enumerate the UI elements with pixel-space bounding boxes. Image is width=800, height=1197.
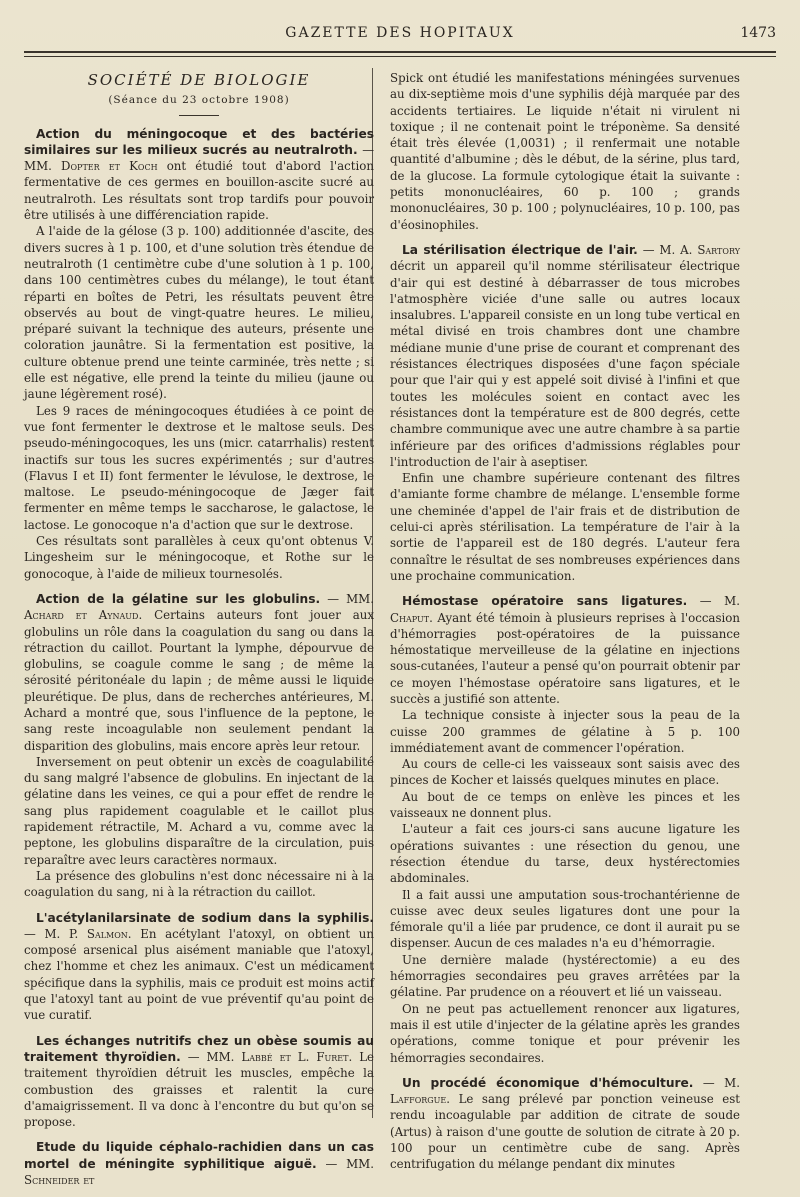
header-rule-bottom: [24, 56, 776, 57]
page-header: [24, 22, 776, 48]
article-paragraph: Le sang prélevé par ponction veineuse est rendu incoagulable par addition de citrate de soude (Artus) à raison d'une goutte de solution de citrate à 20 p. 100 pour un centimètre cube de sang. Après centrifugation du mélange pendant dix minutes: [390, 1092, 741, 1172]
article-title: La stérilisation électrique de l'air.: [402, 242, 638, 257]
article-title: Un procédé économique d'hémoculture.: [402, 1075, 694, 1090]
article-authors: — M. Lafforgue.: [390, 1075, 740, 1107]
article-paragraph: Au bout de ce temps on enlève les pinces et les vaisseaux ne donnent plus.: [390, 789, 740, 821]
left-column: [24, 70, 374, 1197]
article-paragraph: La présence des globulins n'est donc nécessaire ni à la coagulation du sang, ni à la rétraction du caillot.: [24, 868, 374, 900]
article-title: Les échanges nutritifs chez un obèse soumis au traitement thyroïdien.: [24, 1033, 374, 1064]
article-paragraph: Certains auteurs font jouer aux globulins un rôle dans la coagulation du sang ou dans la rétraction du caillot. Pourtant la lymphe, dépourvue de globulins, se coagule comme le sang ; de même la sérosité péritonéale du lapin ; de même aussi le liquide pleurétique. De plus, dans de recherches antérieures, M. Achard a montré que, sous l'influence de la peptone, le sang reste incoagulable non seulement pendant la disparition des globulins, mais encore après leur retour.: [24, 608, 375, 753]
page-number: 1473: [740, 25, 776, 41]
article-authors: — MM. Labbé et L. Furet.: [187, 1049, 353, 1064]
article: [24, 591, 374, 901]
article-paragraph: décrit un appareil qu'il nomme stérilisateur électrique d'air qui est destiné à débarrasser de tous microbes l'atmosphère viciée d'une salle ou autres locaux insalubres. L'appareil consiste en un long tube vertical en métal divisé en trois chambres dont une chambre médiane munie d'une prise de courant et comprenant des résistances électriques disposées d'une façon spéciale pour que l'air qui y est appelé soit divisé à l'infini et que toutes les molécules soient en contact avec les résistances dont la température est de 800 degrés, cette chambre communique avec une autre chambre à sa partie inférieure par des orifices d'admissions réglables pour l'introduction de l'air à aseptiser.: [390, 259, 740, 469]
right-column: [390, 70, 740, 1182]
article: [390, 1075, 740, 1173]
article-heading: [24, 910, 374, 1024]
article-paragraph: Le traitement thyroïdien détruit les muscles, empêche la combustion des graisses et ralentit la cure d'amaigrissement. Il va donc à l'encontre du but qu'on se propose.: [24, 1049, 375, 1130]
article-title: Etude du liquide céphalo-rachidien dans un cas mortel de méningite syphilitique aiguë.: [24, 1140, 374, 1171]
article-heading: [24, 1033, 374, 1131]
article-heading: [390, 242, 740, 470]
article-heading: [24, 1139, 374, 1188]
article-title: Hémostase opératoire sans ligatures.: [402, 594, 688, 609]
section-subtitle: (Séance du 23 octobre 1908): [108, 94, 290, 107]
article-heading: [24, 126, 374, 224]
article-heading: [390, 593, 740, 707]
article-paragraph: Les 9 races de méningocoques étudiées à ce point de vue font fermenter le dextrose et le maltose seuls. Des pseudo-méningocoques, les uns (micr. catarrhalis) restent inactifs sur tous les sucres expérimentés ; sur d'autres (Flavus I et II) font fermenter le lévulose, le dextrose, le maltose. Le pseudo-méningocoque de Jæger fait fermenter en même temps le saccharose, le galactose, le lactose. Le gonocoque n'a d'action que sur le dextrose.: [24, 403, 374, 532]
article: [390, 70, 740, 233]
article: [24, 126, 374, 582]
section-title: SOCIÉTÉ DE BIOLOGIE: [87, 71, 311, 89]
article-paragraph: La technique consiste à injecter sous la peau de la cuisse 200 grammes de gélatine à 5 p. 100 immédiatement avant de commencer l'opération.: [390, 708, 740, 755]
article-paragraph: Inversement on peut obtenir un excès de coagulabilité du sang malgré l'absence de globulins. En injectant de la gélatine dans les veines, ce qui a pour effet de rendre le sang plus rapidement coagulable et le caillot plus rapidement rétractile, M. Achard a vu, comme avec la peptone, les globulins disparaître de la circulation, puis reparaître avec leurs caractères normaux.: [24, 754, 374, 867]
article: [24, 910, 374, 1024]
article-authors: — M. Chaput.: [390, 594, 740, 625]
article-heading: [390, 1075, 740, 1173]
article-title: Action de la gélatine sur les globulins.: [36, 591, 321, 606]
article-authors: — M. P. Salmon.: [24, 926, 132, 941]
article-paragraph: L'auteur a fait ces jours-ci sans aucune ligature les opérations suivantes : une résection du genou, une résection étendue du tarse, deux hystérectomies abdominales.: [390, 822, 740, 886]
article-paragraph: En acétylant l'atoxyl, on obtient un composé arsenical plus aisément maniable que l'atoxyl, chez l'homme et chez les animaux. C'est un médicament spécifique dans la syphilis, mais ce produit est moins actif que l'atoxyl tant au point de vue préventif qu'au point de vue curatif.: [24, 926, 374, 1023]
article-authors: — MM. Dopter et Koch: [24, 142, 375, 174]
article: [390, 593, 740, 1066]
article-paragraph: Ces résultats sont parallèles à ceux qu'ont obtenus V. Lingesheim sur le méningocoque, et Rothe sur le gonocoque, à l'aide de milieux tournesolés.: [24, 534, 374, 581]
section-rule: [179, 115, 219, 116]
article: [24, 1033, 374, 1131]
article-paragraph: Spick ont étudié les manifestations méningées survenues au dix-septième mois d'une syphilis déjà marquée par des accidents tertiaires. Le liquide n'était ni virulent ni toxique ; il ne contenait point le tréponème. Sa densité était très élevée (1,0031) ; il renfermait une notable quantité d'albumine ; dès le début, de la sérine, plus tard, de la glucose. La formule cytologique était la suivante : petits mononucléaires, 60 p. 100 ; grands mononucléaires, 30 p. 100 ; polynucléaires, 10 p. 100, pas d'éosinophiles.: [390, 71, 740, 232]
header-rule-top: [24, 51, 776, 53]
journal-title: GAZETTE DES HOPITAUX: [285, 25, 515, 41]
article-paragraph: Il a fait aussi une amputation sous-trochantérienne de cuisse avec deux seules ligatures dont une pour la fémorale qu'il a liée par prudence, ce dont il aurait pu se dispenser. Aucun de ces malades n'a eu d'hémorragie.: [390, 887, 740, 951]
article-paragraph: Au cours de celle-ci les vaisseaux sont saisis avec des pinces de Kocher et laissés quelques minutes en place.: [390, 757, 740, 788]
article-paragraph: Enfin une chambre supérieure contenant des filtres d'amiante forme chambre de mélange. L'ensemble forme une cheminée d'appel de l'air frais et de distribution de celui-ci après stérilisation. La température de l'air à la sortie de l'appareil est de 180 degrés. L'auteur fera connaître le résultat de ses nombreuses expériences dans une prochaine communication.: [390, 471, 740, 583]
article-paragraph: ont étudié tout d'abord l'action fermentative de ces germes en bouillon-ascite sucré au neutralroth. Les résultats sont trop tardifs pour pouvoir être utilisés à une différenciation rapide.: [24, 159, 375, 223]
article-heading: [24, 591, 374, 754]
article-paragraph: A l'aide de la gélose (3 p. 100) additionnée d'ascite, des divers sucres à 1 p. 100, et d'une solution très étendue de neutralroth (1 centimètre cube d'une solution à 1 p. 100, dans 100 centimètres cubes du mélange), le tout étant réparti en boîtes de Petri, les résultats peuvent être observés au bout de vingt-quatre heures. Le milieu, préparé suivant la technique des auteurs, présente une coloration jaunâtre. Si la fermentation est positive, la culture obtenue prend une teinte carminée, très nette ; si elle est négative, elle prend la teinte du milieu (jaune ou jaune légèrement rosé).: [24, 224, 374, 402]
article-authors: — MM. Schneider et: [24, 1156, 374, 1187]
article: [390, 242, 740, 584]
article: [24, 1139, 374, 1188]
article-paragraph: Une dernière malade (hystérectomie) a eu des hémorragies secondaires peu graves arrêtées par la gélatine. Par prudence on a réouvert et lié un vaisseau.: [390, 952, 740, 1000]
article-paragraph: On ne peut pas actuellement renoncer aux ligatures, mais il est utile d'injecter de la gélatine après les grandes opérations, comme tonique et pour prévenir les hémorragies secondaires.: [390, 1001, 740, 1065]
article-title: L'acétylanilarsinate de sodium dans la syphilis.: [36, 910, 374, 925]
article-authors: — M. A. Sartory: [642, 242, 741, 257]
article-paragraph: Ayant été témoin à plusieurs reprises à l'occasion d'hémorragies post-opératoires de la puissance hémostatique merveilleuse de la gélatine en injections sous-cutanées, l'auteur a pensé qu'on pourrait obtenir par ce moyen l'hémostase opératoire sans ligatures, et le succès a justifié son attente.: [390, 610, 740, 706]
article-authors: — MM. Achard et Aynaud.: [24, 591, 374, 623]
article-title: Action du méningocoque et des bactéries similaires sur les milieux sucrés au neutralroth.: [24, 126, 374, 157]
